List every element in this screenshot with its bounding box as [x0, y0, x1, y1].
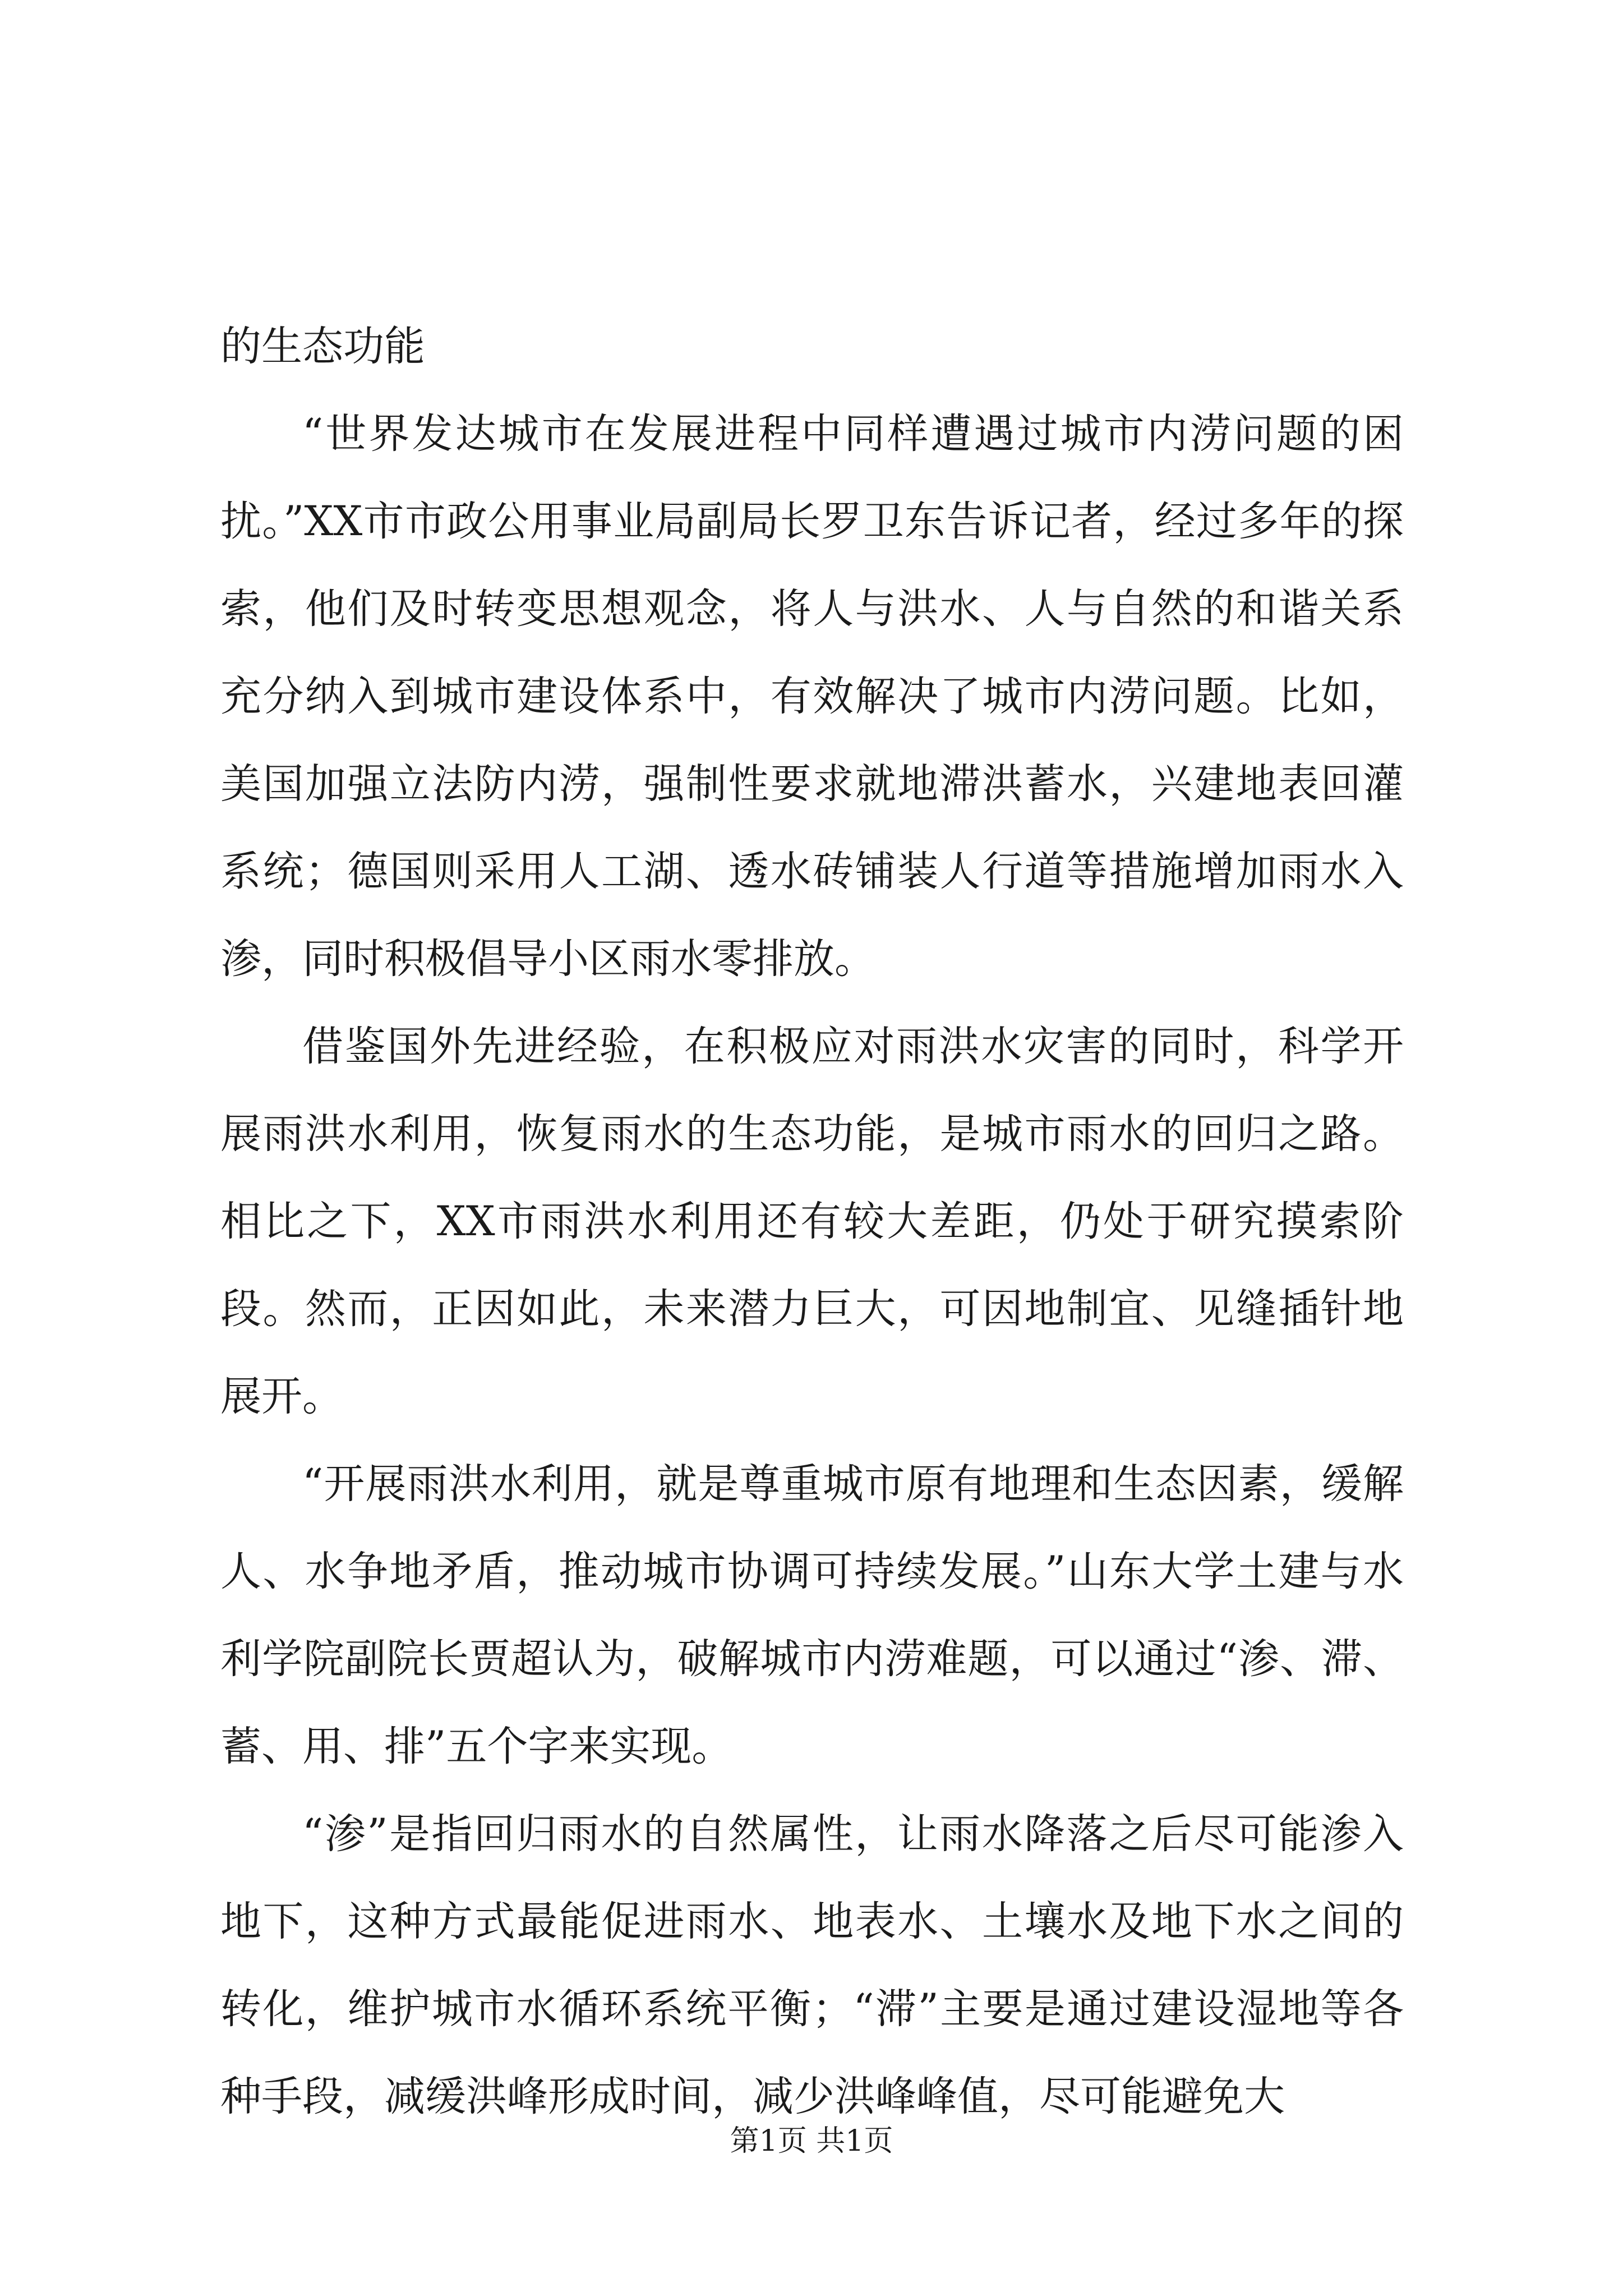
paragraph: “世界发达城市在发展进程中同样遭遇过城市内涝问题的困扰。”XX市市政公用事业局副局长罗卫东告诉记者，经过多年的探索，他们及时转变思想观念，将人与洪水、人与自然的和谐关系充分纳入到城市建设体系中，有效解决了城市内涝问题。比如，美国加强立法防内涝，强制性要求就地滞洪蓄水，兴建地表回灌系统；德国则采用人工湖、透水砖铺装人行道等措施增加雨水入渗，同时积极倡导小区雨水零排放。	[220, 410, 1404, 983]
paragraph-continuation: 的生态功能	[220, 323, 425, 370]
paragraph: 借鉴国外先进经验，在积极应对雨洪水灾害的同时，科学开展雨洪水利用，恢复雨水的生态功能，是城市雨水的回归之路。相比之下，XX市雨洪水利用还有较大差距，仍处于研究摸索阶段。然而，正因如此，未来潜力巨大，可因地制宜、见缝插针地展开。	[220, 1023, 1404, 1420]
paragraph: “开展雨洪水利用，就是尊重城市原有地理和生态因素，缓解人、水争地矛盾，推动城市协调可持续发展。”山东大学土建与水利学院副院长贾超认为，破解城市内涝难题，可以通过“渗、滞、蓄、用、排”五个字来实现。	[220, 1460, 1404, 1770]
document-body	[220, 303, 1404, 2141]
paragraph: “渗”是指回归雨水的自然属性，让雨水降落之后尽可能渗入地下，这种方式最能促进雨水、地表水、土壤水及地下水之间的转化，维护城市水循环系统平衡；“滞”主要是通过建设湿地等各种手段，减缓洪峰形成时间，减少洪峰峰值，尽可能避免大	[220, 1810, 1404, 2120]
page-footer: 第1页 共1页	[730, 2124, 893, 2158]
